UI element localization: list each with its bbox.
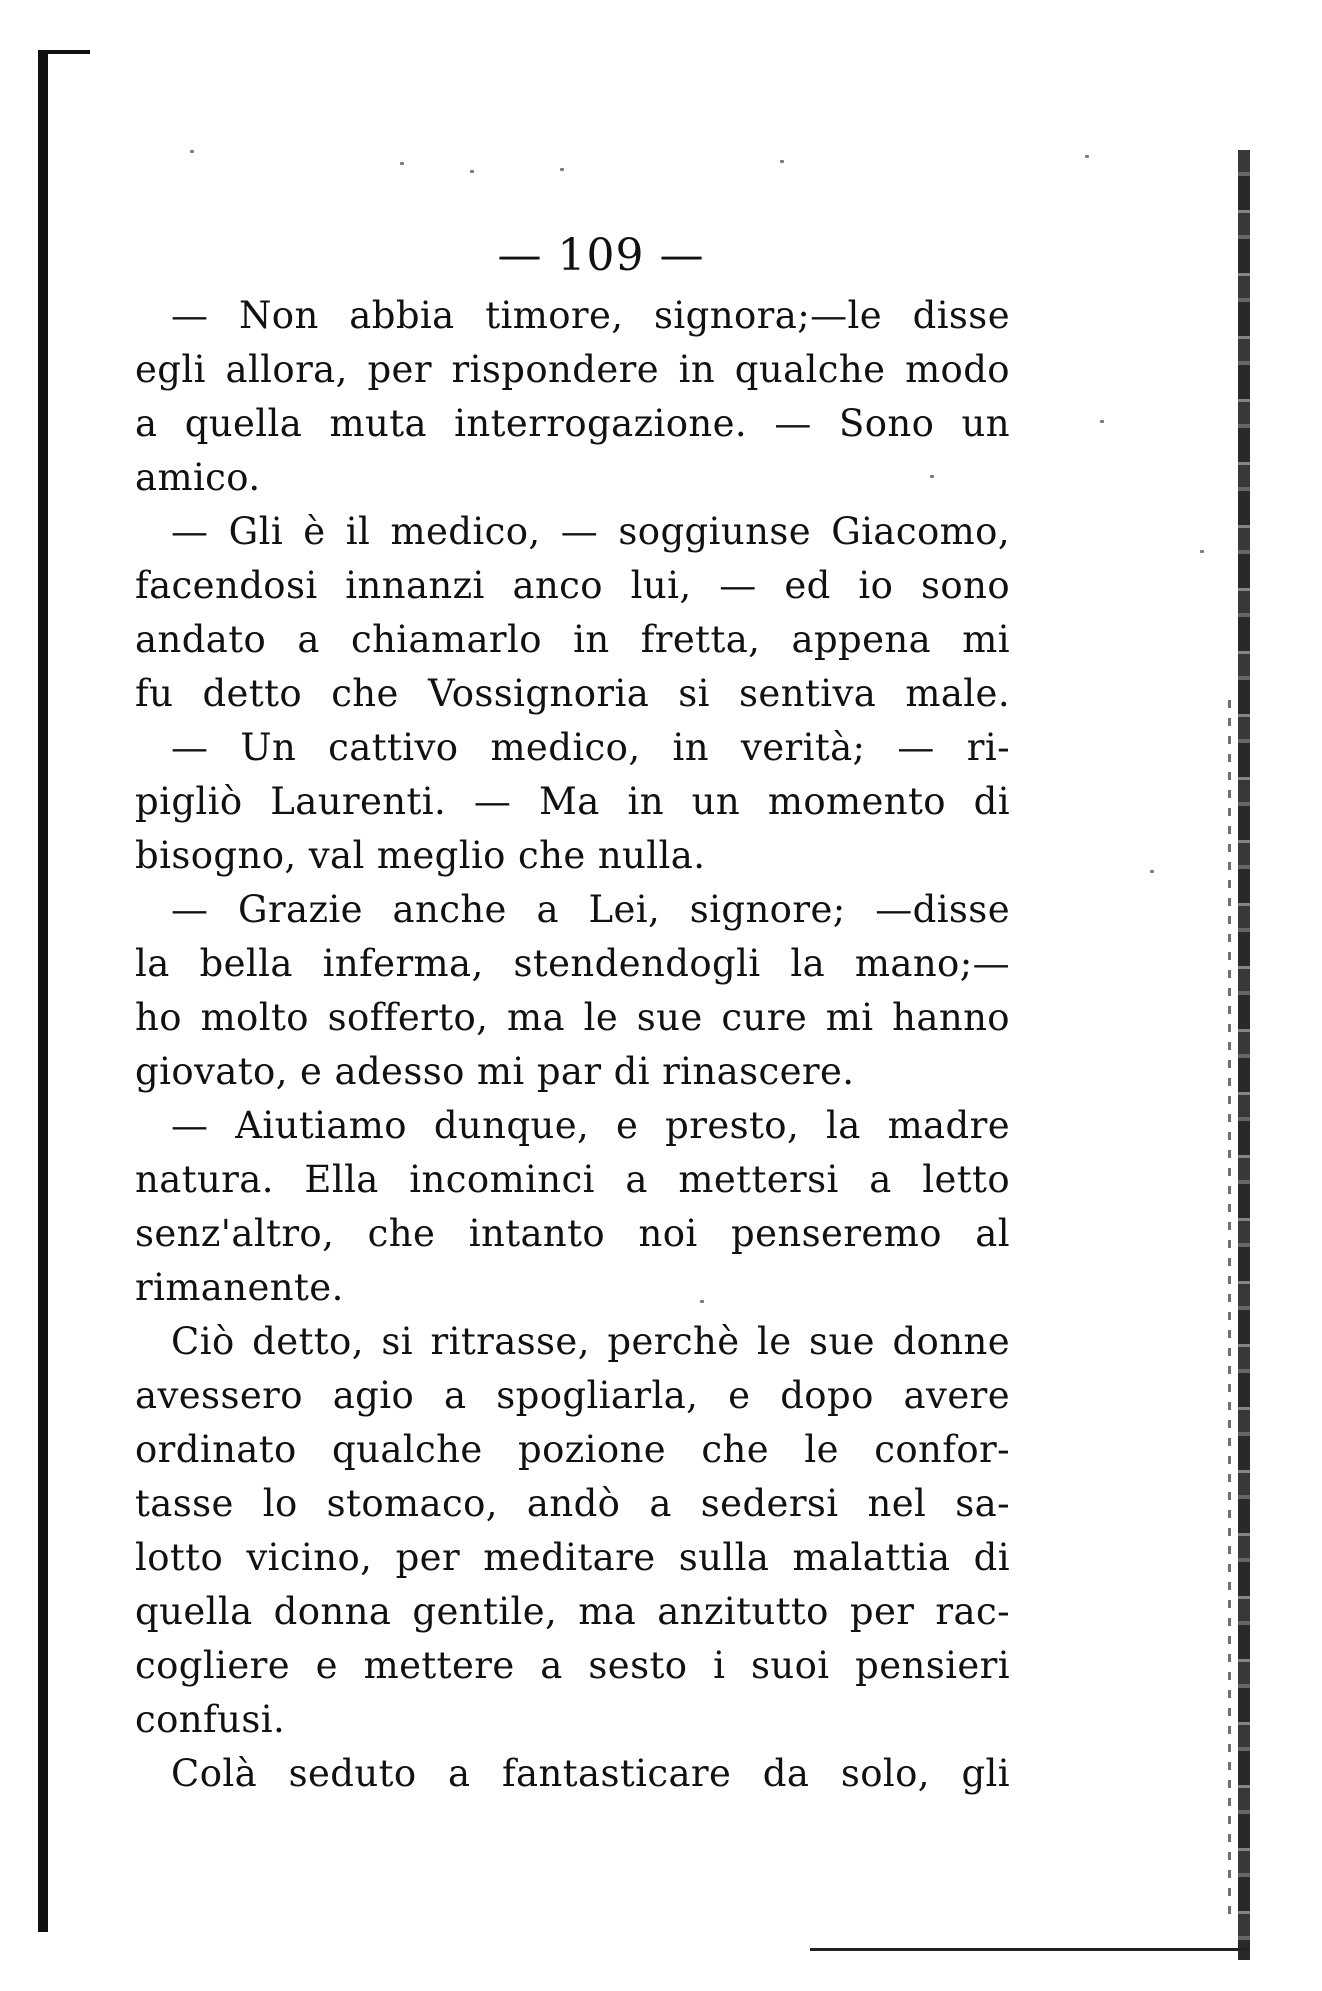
text-line: avessero agio a spogliarla, e dopo avere [135,1374,1010,1417]
scan-speck [1085,155,1089,158]
text-line: andato a chiamarlo in fretta, appena mi [135,618,1010,661]
text-line: confusi. [135,1698,286,1741]
text-line: — Aiutiamo dunque, e presto, la madre [171,1104,1010,1147]
text-line: a quella muta interrogazione. — Sono un [135,402,1010,445]
text-line: amico. [135,456,261,499]
text-line: bisogno, val meglio che nulla. [135,834,706,877]
text-line: — Gli è il medico, — soggiunse Giacomo, [171,510,1010,553]
text-line: ordinato qualche pozione che le confor- [135,1428,1010,1471]
scan-left-border [38,52,48,1932]
text-line: ho molto sofferto, ma le sue cure mi hanno [135,996,1010,1039]
text-line: rimanente. [135,1266,344,1309]
text-line: Ciò detto, si ritrasse, perchè le sue donne [171,1320,1010,1363]
text-line: — Non abbia timore, signora;—le disse [171,294,1010,337]
scan-right-edge-marks [1228,700,1231,1920]
text-line: Colà seduto a fantasticare da solo, gli [171,1752,1010,1795]
scan-speck [780,160,784,163]
text-line: — Un cattivo medico, in verità; — ri- [171,726,1010,769]
scan-bottom-rule [810,1948,1250,1951]
text-line: pigliò Laurenti. — Ma in un momento di [135,780,1010,823]
scan-speck [1200,550,1204,553]
page-number: — 109 — [497,230,705,281]
text-line: fu detto che Vossignoria si sentiva male. [135,672,1010,715]
text-line: facendosi innanzi anco lui, — ed io sono [135,564,1010,607]
text-line: la bella inferma, stendendogli la mano;— [135,942,1010,985]
text-line: lotto vicino, per meditare sulla malattia di [135,1536,1010,1579]
scan-speck [1150,870,1154,873]
text-line: egli allora, per rispondere in qualche modo [135,348,1010,391]
scan-left-border-tick [38,50,90,54]
text-line: senz'altro, che intanto noi penseremo al [135,1212,1010,1255]
text-line: quella donna gentile, ma anzitutto per rac- [135,1590,1010,1633]
text-line: cogliere e mettere a sesto i suoi pensieri [135,1644,1010,1687]
text-line: tasse lo stomaco, andò a sedersi nel sa- [135,1482,1010,1525]
scan-right-page-edge [1238,150,1250,1960]
text-line: natura. Ella incominci a mettersi a letto [135,1158,1010,1201]
scan-speck [400,162,404,165]
text-line: giovato, e adesso mi par di rinascere. [135,1050,855,1093]
text-line: — Grazie anche a Lei, signore; —disse [171,888,1010,931]
scan-speck [560,168,564,171]
body-text [135,289,1010,1801]
scan-speck [470,170,474,173]
scan-speck [1100,420,1104,423]
scan-speck [190,150,194,153]
